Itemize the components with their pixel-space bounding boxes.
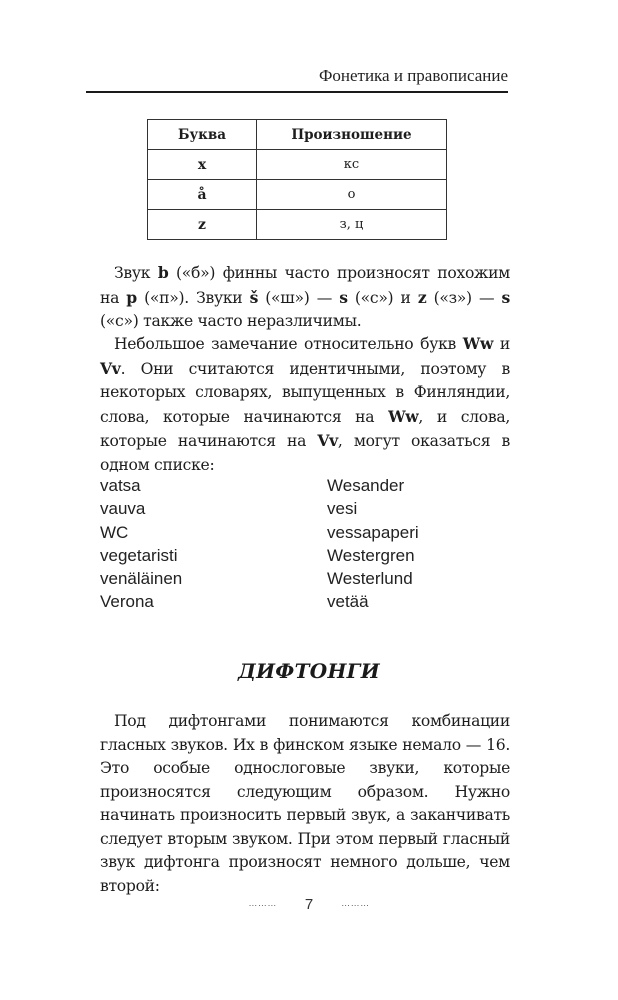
list-item: venäläinen Westerlund bbox=[100, 569, 413, 589]
cell-letter: å bbox=[148, 180, 257, 210]
running-header: Фонетика и правописание bbox=[318, 66, 508, 85]
cell-letter: x bbox=[148, 150, 257, 180]
footer-dots-right: ……… bbox=[341, 898, 370, 908]
cell-pronunciation: з, ц bbox=[257, 210, 447, 240]
letter-pronunciation-table bbox=[147, 119, 447, 240]
table-row bbox=[148, 180, 447, 210]
list-item: Verona vetää bbox=[100, 592, 369, 612]
section-title: ДИФТОНГИ bbox=[238, 659, 380, 683]
table-row bbox=[148, 150, 447, 180]
list-item: vatsa Wesander bbox=[100, 476, 405, 495]
list-item: vauva vesi bbox=[100, 499, 358, 519]
word-list bbox=[100, 474, 510, 614]
list-item: WC vessapaperi bbox=[100, 522, 419, 542]
list-item: vegetaristi Westergren bbox=[100, 545, 415, 565]
cell-pronunciation: о bbox=[257, 180, 447, 210]
cell-letter: z bbox=[148, 210, 257, 240]
column-header-letter: Буква bbox=[148, 120, 257, 150]
page-number: 7 bbox=[304, 896, 314, 913]
cell-pronunciation: кс bbox=[257, 150, 447, 180]
page-footer bbox=[0, 896, 618, 913]
table-header-row bbox=[148, 120, 447, 150]
paragraph-consonants: Звук b («б») финны часто произносят похожим на p («п»). Звуки š («ш») — s («с») и z («з») — s («с») также часто неразличимы. bbox=[100, 263, 511, 330]
header-rule bbox=[86, 91, 508, 93]
footer-dots-left: ……… bbox=[248, 898, 277, 908]
table-row bbox=[148, 210, 447, 240]
paragraph-ww-vv-note: Небольшое замечание относительно букв Ww и Vv. Они считаются идентичными, поэтому в некоторых словарях, выпущенных в Финляндии, слова, которые начинаются на Ww, и слова, которые начинаются на Vv, могут оказаться в одном списке: bbox=[100, 334, 511, 474]
column-header-pronunciation: Произношение bbox=[257, 120, 447, 150]
paragraph-diphthongs: Под дифтонгами понимаются комбинации гласных звуков. Их в финском языке немало — 16. Это особые однослоговые звуки, которые произносятся следующим образом. Нужно начинать произносить первый звук, а заканчивать следует вторым звуком. При этом первый гласный звук дифтонга произносят немного дольше, чем второй: bbox=[100, 712, 510, 895]
